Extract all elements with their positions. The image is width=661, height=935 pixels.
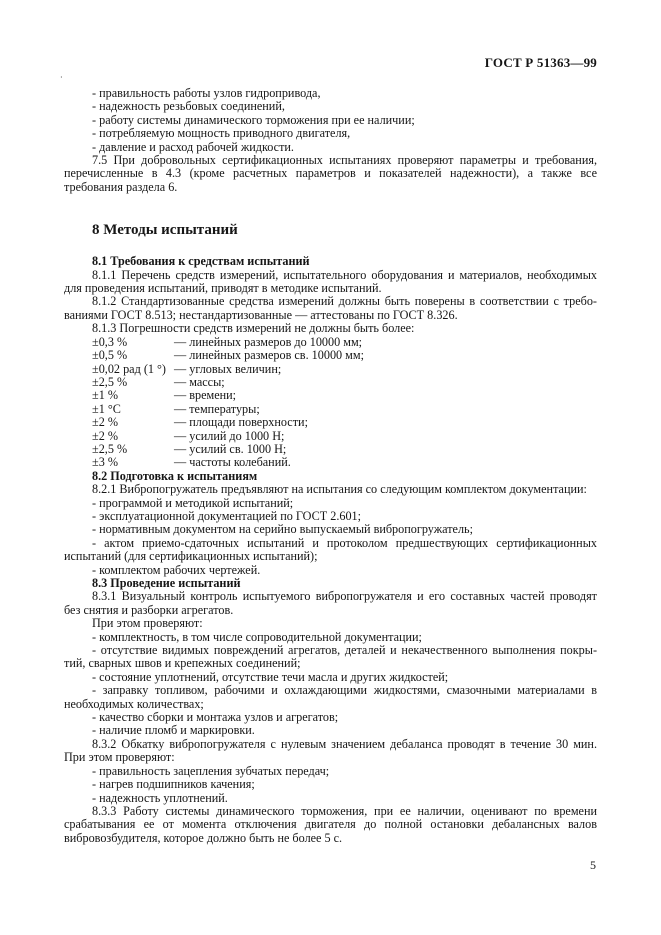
section-title: 8 Методы испытаний	[92, 222, 238, 239]
list-item: - давление и расход рабочей жидкости.	[92, 139, 294, 154]
tolerance-value: ±0,02 рад (1 °)	[92, 361, 166, 376]
subsection-title: 8.2 Подготовка к испытаниям	[92, 468, 258, 483]
list-item: - правильность работы узлов гидропривода,	[92, 86, 321, 100]
tolerance-row	[64, 363, 597, 376]
list-item: - нагрев подшипников качения;	[92, 777, 255, 792]
tolerance-list	[64, 336, 597, 470]
tolerance-value: ±0,5 %	[92, 348, 128, 363]
text-line: При этом проверяют:	[92, 616, 203, 631]
tolerance-row	[64, 430, 597, 443]
text-line: необходимых количествах;	[64, 696, 204, 711]
document-code: ГОСТ Р 51363—99	[484, 55, 597, 70]
list-item: - работу системы динамического торможения при ее наличии;	[92, 112, 415, 127]
tolerance-desc: — угловых величин;	[174, 361, 282, 376]
text-line: 8.3.3 Работу системы динамического торможения, при ее наличии, оценивают по времени	[92, 803, 597, 818]
paragraph-7-5	[64, 154, 597, 194]
tolerance-desc: — времени;	[174, 388, 237, 403]
tolerance-row	[64, 349, 597, 362]
text-line: тий, сварных швов и крепежных соединений;	[64, 656, 301, 671]
tolerance-value: ±2,5 %	[92, 441, 128, 456]
text-line: для проведения испытаний, приводят в методике испытаний.	[64, 281, 382, 296]
intro-list	[64, 87, 597, 154]
text-line: срабатывания ее от момента отключения двигателя до полной остановки дебалансных валов	[64, 817, 597, 832]
list-item: - надежность резьбовых соединений,	[92, 99, 285, 114]
tolerance-value: ±3 %	[92, 455, 118, 470]
text-line: вибровозбудителя, которое должно быть не более 5 с.	[64, 830, 343, 845]
list-item: - заправку топливом, рабочими и охлаждающими жидкостями, смазочными материалами в	[92, 683, 597, 698]
tolerance-value: ±0,3 %	[92, 334, 128, 349]
list-item: - актом приемо-сдаточных испытаний и протоколом предшествующих сертификационных	[92, 535, 597, 550]
tolerance-desc: — усилий до 1000 Н;	[174, 428, 285, 443]
list-item: - комплектность, в том числе сопроводительной документации;	[92, 629, 422, 644]
text-line: ваниями ГОСТ 8.513; нестандартизованные — аттестованы по ГОСТ 8.326.	[64, 307, 458, 322]
tolerance-desc: — линейных размеров св. 10000 мм;	[174, 348, 364, 363]
text-line: 8.1.3 Погрешности средств измерений не должны быть более:	[92, 321, 415, 336]
tolerance-desc: — усилий св. 1000 Н;	[174, 441, 287, 456]
text-line: требования раздела 6.	[64, 179, 178, 194]
tolerance-row	[64, 336, 597, 349]
list-item: - программой и методикой испытаний;	[92, 495, 294, 510]
text-line: 8.3.1 Визуальный контроль испытуемого вибропогружателя и его составных частей проводят	[92, 589, 597, 604]
scan-speck: ·	[60, 73, 63, 82]
list-item: - состояние уплотнений, отсутствие течи масла и других жидкостей;	[92, 669, 449, 684]
text-line: 8.2.1 Вибропогружатель предъявляют на испытания со следующим комплектом документации:	[92, 482, 587, 497]
text-line: 8.1.1 Перечень средств измерений, испытательного оборудования и материалов, необходимых	[92, 267, 597, 282]
tolerance-value: ±2 %	[92, 415, 118, 430]
tolerance-desc: — температуры;	[174, 401, 260, 416]
list-item: - потребляемую мощность приводного двигателя,	[92, 126, 351, 141]
text-line: 8.1.2 Стандартизованные средства измерений должны быть поверены в соответствии с требо-	[92, 294, 597, 309]
list-item: - комплектом рабочих чертежей.	[92, 562, 261, 577]
tolerance-row	[64, 416, 597, 429]
tolerance-value: ±2 %	[92, 428, 118, 443]
list-item: - эксплуатационной документацией по ГОСТ 2.601;	[92, 508, 362, 523]
text-line: испытаний (для сертификационных испытаний);	[64, 549, 318, 564]
text-line: 7.5 При добровольных сертификационных испытаниях проверяют параметры и требования,	[92, 153, 597, 168]
tolerance-value: ±2,5 %	[92, 374, 128, 389]
text-line: перечисленные в 4.3 (кроме расчетных параметров и показателей надежности), а также все	[64, 166, 597, 181]
tolerance-desc: — частоты колебаний.	[174, 455, 291, 470]
tolerance-desc: — массы;	[174, 374, 225, 389]
text-line: При этом проверяют:	[64, 750, 175, 765]
list-item: - наличие пломб и маркировки.	[92, 723, 255, 738]
tolerance-row	[64, 456, 597, 469]
page-number: 5	[590, 858, 596, 872]
subsection-title: 8.3 Проведение испытаний	[92, 576, 241, 590]
list-item: - правильность зацепления зубчатых передач;	[92, 763, 330, 778]
tolerance-row	[64, 443, 597, 456]
tolerance-value: ±1 %	[92, 388, 118, 403]
subsection-title: 8.1 Требования к средствам испытаний	[92, 254, 310, 269]
tolerance-desc: — линейных размеров до 10000 мм;	[174, 334, 363, 349]
tolerance-value: ±1 °С	[92, 401, 121, 416]
list-item: - надежность уплотнений.	[92, 790, 228, 805]
page-content	[64, 87, 597, 845]
tolerance-row	[64, 403, 597, 416]
list-item: - отсутствие видимых повреждений агрегатов, деталей и некачественного выполнения покры-	[92, 643, 597, 658]
text-line: без снятия и разборки агрегатов.	[64, 602, 234, 617]
list-item: - качество сборки и монтажа узлов и агрегатов;	[92, 710, 339, 725]
list-item: - нормативным документом на серийно выпускаемый вибропогружатель;	[92, 522, 473, 537]
tolerance-row	[64, 376, 597, 389]
tolerance-row	[64, 389, 597, 402]
tolerance-desc: — площади поверхности;	[174, 415, 308, 430]
text-line: 8.3.2 Обкатку вибропогружателя с нулевым значением дебаланса проводят в течение 30 мин.	[92, 736, 597, 751]
